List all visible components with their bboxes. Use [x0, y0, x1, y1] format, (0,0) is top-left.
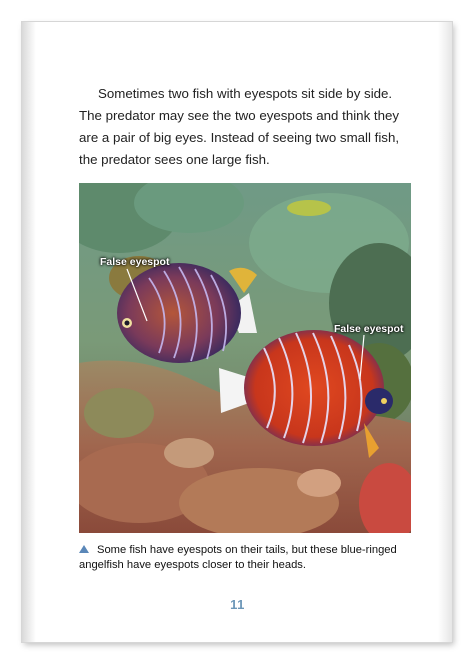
photo-caption [79, 543, 415, 573]
body-paragraph: Sometimes two fish with eyespots sit side by side. The predator may see the two eyespots and think they are a pair of big eyes. Instead of seeing two small fish, the predator sees one large fish. [79, 86, 400, 167]
triangle-up-icon [79, 545, 89, 553]
page-number: 11 [230, 597, 245, 612]
false-eyespot-label-left: False eyespot [100, 256, 170, 268]
angelfish-photo [79, 183, 411, 533]
page-gutter-left [22, 22, 36, 642]
page-edge-right [438, 22, 452, 642]
caption-text: Some fish have eyespots on their tails, but these blue-ringed angelfish have eyespots closer to their heads. [79, 544, 397, 571]
false-eyespot-label-right: False eyespot [334, 323, 404, 335]
